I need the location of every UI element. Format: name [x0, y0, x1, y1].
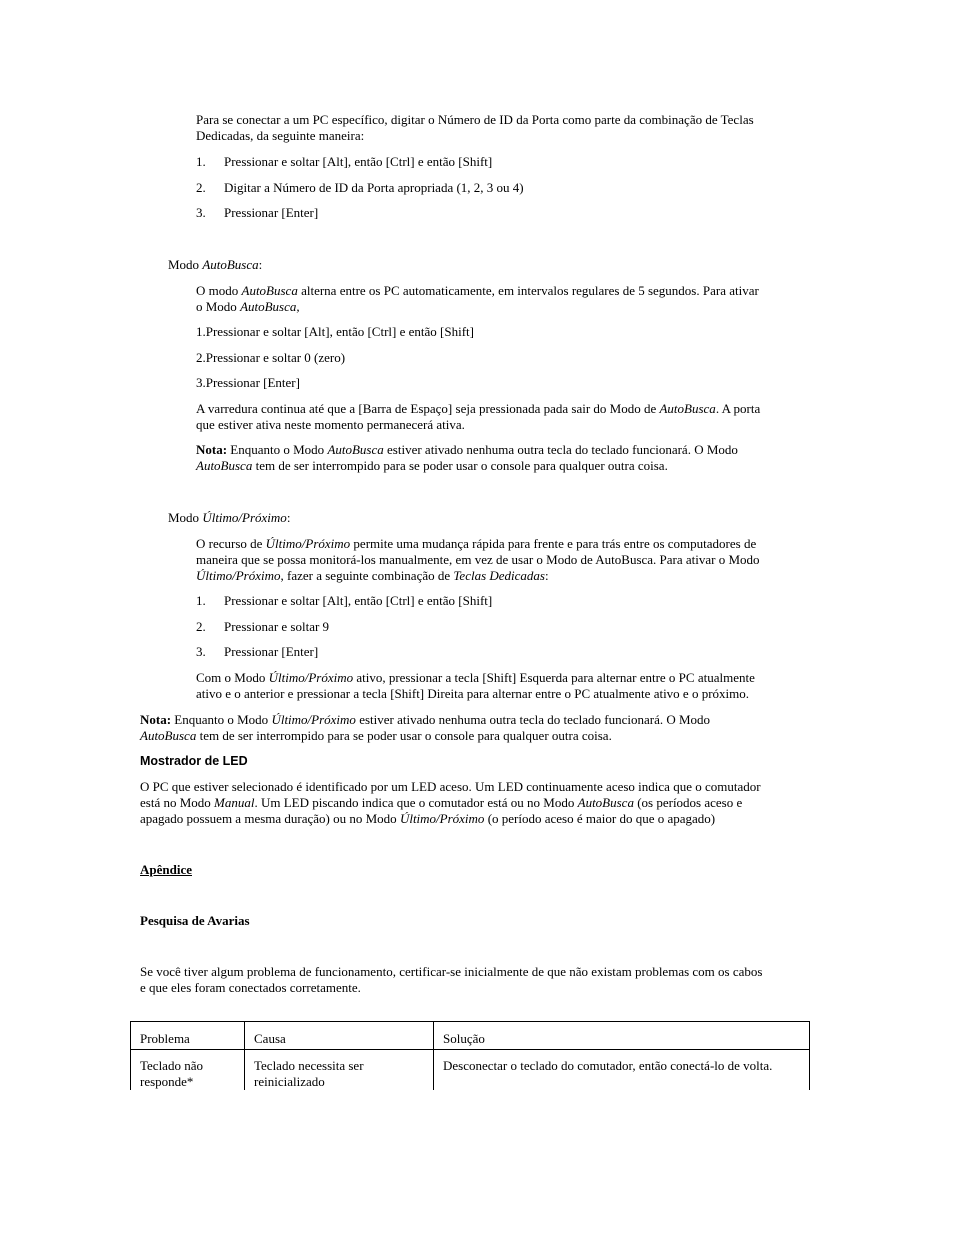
led-paragraph: O PC que estiver selecionado é identificado por um LED aceso. Um LED continuamente aceso indica que o comutador está no Modo Manual. Um LED piscando indica que o comutador está ou no Modo AutoBusca (os períodos aceso e apagado possuem a mesma duração) ou no Modo Último/Próximo (o período aceso é maior do que o apagado)	[140, 779, 761, 826]
table-cell-solucao: Desconectar o teclado do comutador, então conectá-lo de volta.	[434, 1050, 810, 1091]
appendix-heading: Apêndice	[140, 862, 192, 877]
troubleshooting-table	[130, 1021, 810, 1090]
list-number: 3.	[196, 205, 206, 220]
intro-line-1: Para se conectar a um PC específico, digitar o Número de ID da Porta como parte da combinação de Teclas	[196, 112, 754, 127]
note-label: Nota:	[140, 712, 172, 727]
ultimo-heading: Modo Último/Próximo:	[168, 510, 291, 525]
list-number: 1.	[196, 154, 206, 169]
table-header-cell: Solução	[434, 1022, 810, 1050]
list-text: Pressionar [Enter]	[224, 644, 319, 659]
table-header-row	[131, 1022, 810, 1050]
note-label: Nota:	[196, 442, 228, 457]
table-row	[131, 1050, 810, 1091]
list-item: 2.Pressionar e soltar 0 (zero)	[196, 350, 346, 365]
autobusca-scan-paragraph: A varredura continua até que a [Barra de Espaço] seja pressionada pada sair do Modo de AutoBusca. A porta que estiver ativa neste momento permanecerá ativa.	[196, 401, 761, 432]
autobusca-note: Nota: Enquanto o Modo AutoBusca estiver ativado nenhuma outra tecla do teclado funcionará. O Modo AutoBusca tem de ser interrompido para se poder usar o console para qualquer outra coisa.	[196, 442, 738, 473]
list-text: Pressionar e soltar [Alt], então [Ctrl] e então [Shift]	[224, 154, 493, 169]
ultimo-description: O recurso de Último/Próximo permite uma mudança rápida para frente e para trás entre os computadores de maneira que se possa monitorá-los manualmente, em vez de usar o Modo de AutoBusca. Para ativar o Modo Último/Próximo, fazer a seguinte combinação de Teclas Dedicadas:	[196, 536, 760, 583]
list-number: 1.	[196, 593, 206, 608]
list-item: 3.Pressionar [Enter]	[196, 375, 300, 390]
list-item: 1.Pressionar e soltar [Alt], então [Ctrl] e então [Shift]	[196, 324, 474, 339]
intro-paragraph	[196, 112, 754, 144]
list-number: 3.	[196, 644, 206, 659]
table-cell-problema: Teclado não responde*	[131, 1050, 245, 1091]
list-text: Pressionar e soltar 9	[224, 619, 330, 634]
list-text: Pressionar e soltar [Alt], então [Ctrl] e então [Shift]	[224, 593, 493, 608]
intro-line-2: Dedicadas, da seguinte maneira:	[196, 128, 365, 143]
autobusca-heading: Modo AutoBusca:	[168, 257, 263, 272]
ultimo-usage-paragraph: Com o Modo Último/Próximo ativo, pressionar a tecla [Shift] Esquerda para alternar entre o PC atualmente ativo e o anterior e pressionar a tecla [Shift] Direita para alternar entre o PC atualmente ativo e o próximo.	[196, 670, 755, 701]
ultimo-note: Nota: Enquanto o Modo Último/Próximo estiver ativado nenhuma outra tecla do teclado funcionará. O Modo AutoBusca tem de ser interrompido para se poder usar o console para qualquer outra coisa.	[140, 712, 711, 743]
autobusca-description: O modo AutoBusca alterna entre os PC automaticamente, em intervalos regulares de 5 segundos. Para ativar o Modo AutoBusca,	[196, 283, 759, 314]
list-text: Pressionar [Enter]	[224, 205, 319, 220]
table-header-cell: Causa	[245, 1022, 434, 1050]
troubleshooting-heading: Pesquisa de Avarias	[140, 913, 250, 928]
led-heading: Mostrador de LED	[140, 754, 248, 768]
list-number: 2.	[196, 180, 206, 195]
list-number: 2.	[196, 619, 206, 634]
table-header-cell: Problema	[131, 1022, 245, 1050]
list-text: Digitar a Número de ID da Porta apropriada (1, 2, 3 ou 4)	[224, 180, 524, 195]
table-cell-causa: Teclado necessita ser reinicializado	[245, 1050, 434, 1091]
troubleshooting-intro: Se você tiver algum problema de funcionamento, certificar-se inicialmente de que não existam problemas com os cabos e que eles foram conectados corretamente.	[140, 964, 763, 995]
